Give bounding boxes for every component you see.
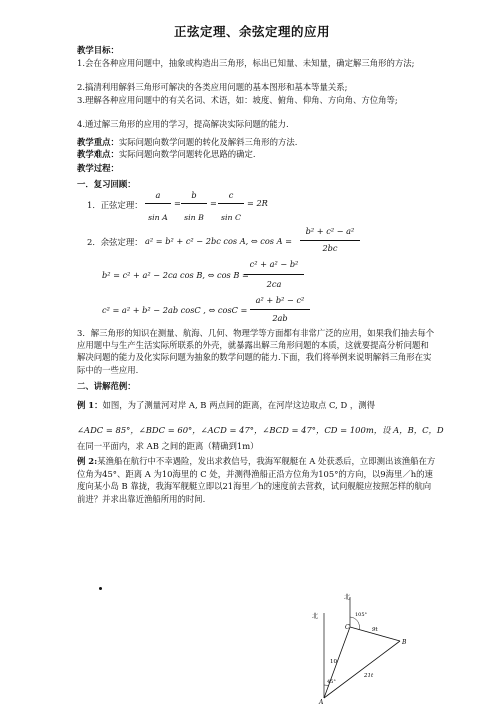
fraction-bar <box>218 203 244 204</box>
edge-ab <box>324 641 400 698</box>
cos-b-numerator: c² + a² − b² <box>249 259 299 269</box>
cosine-law-label: 2．余弦定理： <box>87 237 143 247</box>
angle-label-45: 45° <box>327 679 336 685</box>
objective-item: 4.通过解三角形的应用的学习，提高解决实际问题的能力. <box>77 119 289 129</box>
sine-den-b: sin B <box>184 213 204 222</box>
sine-num-b: b <box>191 190 197 200</box>
sine-den-a: sin A <box>148 213 168 222</box>
example-1-line-3: 在同一平面内，求 AB 之间的距离（精确到1m） <box>77 441 259 451</box>
point-a-label: A <box>319 699 324 705</box>
difficulty <box>77 148 437 160</box>
cos-b-denominator: 2ca <box>266 279 282 289</box>
cosine-formula-b: b² = c² + a² − 2ca cos B, ⇔ cos B = <box>102 270 249 280</box>
objective-item: 3.理解各种应用问题中的有关名词、术语，如：坡度、俯角、仰角、方向角、方位角等; <box>77 95 398 105</box>
difficulty-label: 教学难点： <box>77 149 119 159</box>
cosine-formula-c: c² = a² + b² − 2ab cosC , ⇔ cosC = <box>102 305 248 315</box>
cos-c-denominator: 2ab <box>272 313 288 323</box>
bullet-dot <box>99 587 102 590</box>
navigation-diagram <box>310 593 470 705</box>
example-1-text-1: 如图，为了测量河对岸 A, B 两点间的距离，在河岸这边取点 C, D ，测得 <box>102 400 375 410</box>
north-label-c: 北 <box>344 594 351 601</box>
key-point-text: 实际问题向数学问题的转化及解斜三角形的方法. <box>118 137 298 147</box>
sine-law-label: 1．正弦定理： <box>87 200 143 210</box>
difficulty-text: 实际问题向数学问题转化思路的确定. <box>118 149 256 159</box>
sine-law-rhs: = 2R <box>247 198 268 208</box>
equals-sign: = <box>210 198 217 208</box>
paragraph-applications: 3．解三角形的知识在测量、航海、几何、物理学等方面都有非常广泛的应用，如果我们抽去每个应用题中与生产生活实际所联系的外壳，就暴露出解三角形问题的本质，这就要提高分析问题和解决问题的能力及化实际问题为抽象的数学问题的能力.下面，我们将举例来说明解斜三角形在实际中的一些应用. <box>77 328 435 375</box>
point-c-label: C <box>345 624 350 631</box>
sine-den-c: sin C <box>221 213 241 222</box>
fraction-bar <box>300 240 360 241</box>
sine-law-rhs-value: 2R <box>256 198 268 208</box>
edge-ac-label: 10 <box>330 659 337 665</box>
objective-item: 1.会在各种应用问题中，抽象或构造出三角形，标出已知量、未知量，确定解三角形的方法; <box>77 58 415 68</box>
fraction-bar <box>250 309 310 310</box>
section-review-heading: 一．复习回顾： <box>77 179 136 189</box>
section-examples-heading: 二、讲解范例： <box>77 381 136 391</box>
example-1-label: 例 1： <box>77 400 103 410</box>
fraction-bar <box>145 203 171 204</box>
key-point-label: 教学重点： <box>77 137 119 147</box>
objective-item: 2.搞清利用解斜三角形可解决的各类应用问题的基本图形和基本等量关系; <box>77 82 348 92</box>
angle-arc-a <box>324 685 329 686</box>
sine-num-c: c <box>228 190 234 200</box>
sine-num-a: a <box>155 190 161 200</box>
point-b-label: B <box>402 639 407 646</box>
example-2-label: 例 2: <box>77 456 98 466</box>
key-point <box>77 136 437 148</box>
example-2-text: 某渔船在航行中不幸遇险，发出求救信号，我海军舰艇在 A 处获悉后，立即测出该渔船在方位角为45°、距离 A 为10海里的 C 处，并测得渔船正沿方位角为105°的方向，以9海里／h的速度向某小岛 B 靠拢，我海军舰艇立即以21海里／h的速度前去营救，试问舰艇应按照怎样的航向前进？并求出靠近渔船所用的时间. <box>77 456 436 504</box>
north-label-a: 北 <box>312 613 319 620</box>
cos-a-denominator: 2bc <box>322 243 338 253</box>
cos-c-numerator: a² + b² − c² <box>255 295 305 305</box>
equals-sign: = <box>174 198 181 208</box>
fraction-bar <box>244 274 304 275</box>
page-title: 正弦定理、余弦定理的应用 <box>173 24 330 39</box>
edge-cb-label: 9t <box>372 627 378 633</box>
cos-a-numerator: b² + c² − a² <box>305 226 355 236</box>
edge-ab-label: 21t <box>364 673 374 679</box>
objectives-heading: 教学目标： <box>77 45 119 55</box>
edge-ac <box>324 627 350 698</box>
example-2 <box>77 455 437 505</box>
process-heading: 教学过程： <box>77 163 119 173</box>
example-1-line-1 <box>77 399 437 411</box>
angle-label-105: 105° <box>355 612 368 618</box>
cosine-formula-a: a² = b² + c² − 2bc cos A, ⇔ cos A = <box>145 236 292 246</box>
fraction-bar <box>181 203 207 204</box>
example-1-line-2: ∠ADC = 85°，∠BDC = 60°，∠ACD = 47°，∠BCD = 47°，CD = 100m，设 A，B，C，D <box>77 425 444 435</box>
